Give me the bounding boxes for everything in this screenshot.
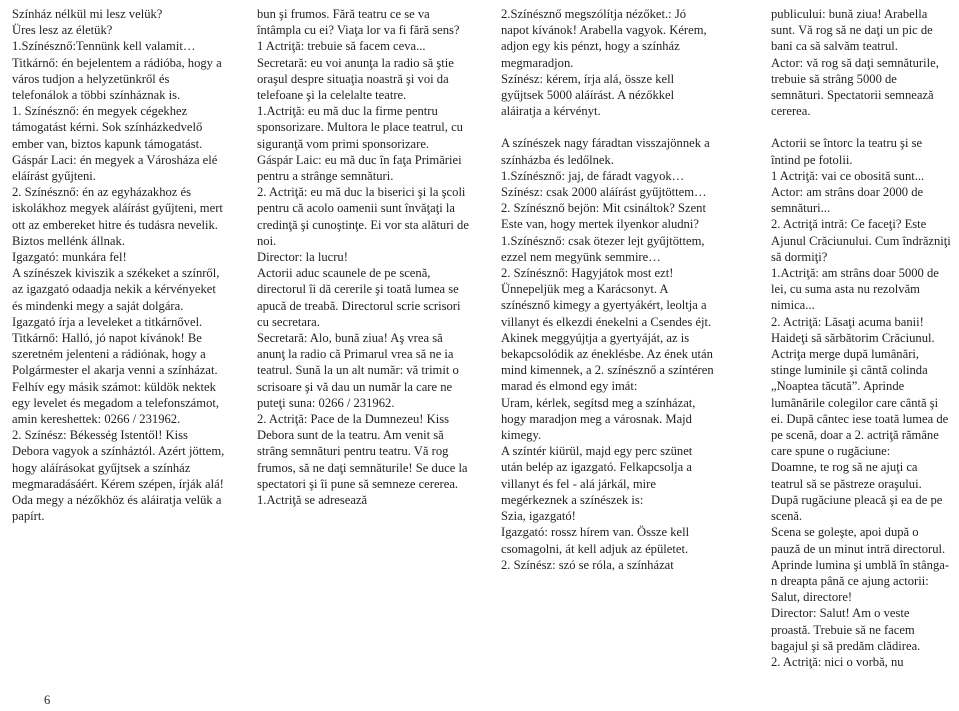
paragraph: Gáspár Laci: én megyek a Városháza elé eláírást gyűjteni. [12,152,218,184]
paragraph: 1 Actriţă: vai ce obosită sunt... [771,168,925,183]
column-4 [771,6,951,670]
paragraph: Színház nélkül mi lesz velük? [12,7,163,21]
paragraph: 2. Színész: szó se róla, a színházat [501,557,674,572]
paragraph: Igazgató: munkára fel! [12,250,127,265]
paragraph: Actor: vă rog să daţi semnăturile, trebuie să strâng 5000 de semnături. Spectatorii semnează cererea. [771,55,939,119]
column-1 [12,6,227,525]
paragraph: publicului: bună ziua! Arabella sunt. Vă rog să ne daţi un pic de bani ca să salvăm teatrul. [771,7,933,54]
paragraph: 1. Színésznő: én megyek cégekhez támogatást kérni. Sok színházkedvelő ember van, biztos kapunk támogatást. [12,104,203,151]
paragraph: Actor: am strâns doar 2000 de semnături... [771,185,924,216]
paragraph: 2. Actriţă: eu mă duc la biserici şi la şcoli pentru că acolo oamenii sunt învăţaţi la credinţă şi cunoştinţe. Ei vor sta alături de noi. [257,185,469,248]
paragraph: Director: la lucru! [257,250,348,265]
paragraph: Salut, directore! [771,590,853,605]
paragraph: 1.Színésznő: jaj, de fáradt vagyok… [501,168,685,183]
paragraph: 2. Actriţă: nici o vorbă, nu [771,654,904,669]
paragraph: 2. Színésznő bejön: Mit csináltok? Szent Este van, hogy mertek ilyenkor aludni? [501,201,706,232]
paragraph: Director: Salut! Am o veste proastă. Trebuie să ne facem bagajul şi să predăm clădirea. [771,606,921,653]
paragraph: 2. Színésznő: Hagyjátok most ezt! Ünnepeljük meg a Karácsonyt. A színésznő kimegy a gyertyákért, leoltja a villanyt és elkezdi énekelni a Csendes éjt. Akinek meggyújtja a gyertyáját, az is bekapcsolódik az éneklésbe. Az ének után mind kimennek, a 2. színésznő a színtéren marad és elmond egy imát: [501,266,714,394]
paragraph: 2. Actriţă intră: Ce faceţi? Este Ajunul Crăciunului. Cum îndrăzniţi să dormiţi? [771,217,951,264]
paragraph: bun şi frumos. Fără teatru ce se va întâmpla cu ei? Viaţa lor va fi fără sens? [257,7,460,38]
paragraph: Scena se goleşte, apoi după o pauză de un minut intră directorul. Aprinde lumina şi umblă în stânga-n dreapta până ce ajung actorii: [771,525,950,588]
paragraph: 2. Actriţă: Pace de la Dumnezeu! Kiss Debora sunt de la teatru. Am venit să strâng semnături pentru teatru. Vă rog frumos, să ne daţi semnăturile! Se duce la spectatori şi îi pune să semneze cererea. [257,412,468,491]
paragraph: Titkárnő: Halló, jó napot kívánok! Be szeretném jelenteni a rádiónak, hogy a Polgármester el akarja venni a színházat. Felhív egy másik számot: küldök nektek egy levelet és megadom a telefonszámot, amin kereshettek: 0266 / 231962. [12,331,220,427]
paragraph: Doamne, te rog să ne ajuţi ca teatrul să se păstreze oraşului. După rugăciune pleacă şi ea de pe scenă. [771,460,943,524]
paragraph: Secretară: eu voi anunţa la radio să ştie oraşul despre situaţia noastră şi voi da telefoane şi la celelalte teatre. [257,55,454,103]
paragraph: 1.Actriţă: am strâns doar 5000 de lei, cu suma asta nu rezolvăm nimica... [771,266,939,313]
paragraph: A színészek kiviszik a székeket a színről, az igazgató odaadja nekik a kérvényeket és mindenki megy a saját dolgára. Igazgató írja a leveleket a titkárnővel. [12,266,220,329]
page-number: 6 [44,693,51,707]
paragraph: Gáspár Laic: eu mă duc în faţa Primăriei pentru a strânge semnături. [257,152,462,184]
paragraph: Színész: csak 2000 aláírást gyűjtöttem… [501,185,707,200]
paragraph: 2. Színész: Békesség Istentől! Kiss Debora vagyok a színháztól. Azért jöttem, hogy aláírásokat gyűjtsek a színház megmaradásáért. Kérem szépen, írják alá! Oda megy a nézőkhöz és aláiratja velük a papírt. [12,428,225,524]
paragraph: Actorii aduc scaunele de pe scenă, directorul îi dă cererile şi toată lumea se apucă de treabă. Directorul scrie scrisori cu secretara. [257,266,461,329]
paragraph: 1.Actriţă: eu mă duc la firme pentru sponsorizare. Multora le place teatrul, cu siguranţă vom primi sponsorizare. [257,104,463,151]
paragraph: A színészek nagy fáradtan visszajönnek a színházba és ledőlnek. [501,136,710,167]
paragraph: Igazgató: rossz hírem van. Össze kell csomagolni, át kell adjuk az épületet. [501,525,690,556]
paragraph: Titkárnő: én bejelentem a rádióba, hogy a város tudjon a helyzetünkről és telefonálok a többi színháznak is. [12,55,222,103]
paragraph: Secretară: Alo, bună ziua! Aş vrea să anunţ la radio că Primarul vrea să ne ia teatrul. Sună la un alt număr: vă trimit o scrisoare şi vă dau un număr la care ne puteţi suna: 0266 / 231962. [257,331,459,410]
paragraph: Szia, igazgató! [501,509,576,524]
paragraph: 1 Actriţă: trebuie să facem ceva... [257,39,426,54]
column-3 [501,6,716,573]
paragraph: 1.Actriţă se adresează [257,493,368,508]
paragraph: 2. Actriţă: Lăsaţi acuma banii! Haideţi să sărbătorim Crăciunul. Actriţa merge după lumânări, stinge luminile şi cântă colinda „Noaptea tăcută”. Aprinde lumânările colegilor care cântă şi ei. După cântec iese toată lumea de pe scenă, doar a 2. actriţă rămâne care spune o rugăciune: [771,314,949,459]
paragraph: 2.Színésznő megszólítja nézőket.: Jó napot kívánok! Arabella vagyok. Kérem, adjon egy kis pénzt, hogy a színház megmaradjon. [501,7,707,70]
paragraph: A színtér kiürül, majd egy perc szünet után belép az igazgató. Felkapcsolja a villanyt és fel - alá járkál, mire megérkeznek a színészek is: [501,444,693,507]
paragraph: Uram, kérlek, segítsd meg a színházat, hogy maradjon meg a városnak. Majd kimegy. [501,395,696,443]
paragraph: Színész: kérem, írja alá, össze kell gyűjtsek 5000 aláírást. A nézőkkel aláiratja a kérvényt. [501,71,675,119]
paragraph: 1.Színésznő: csak ötezer lejt gyűjtöttem, ezzel nem megyünk semmire… [501,233,705,264]
paragraph: 1.Színésznő:Tennünk kell valamit… [12,39,196,54]
paragraph: Actorii se întorc la teatru şi se întind pe fotolii. [771,136,923,167]
column-2 [257,6,472,508]
paragraph: Üres lesz az életük? [12,23,113,38]
paragraph: 2. Színésznő: én az egyházakhoz és iskolákhoz megyek aláírást gyűjteni, mert ott az embereket hitre és tudásra nevelik. Biztos mellénk állnak. [12,185,223,248]
